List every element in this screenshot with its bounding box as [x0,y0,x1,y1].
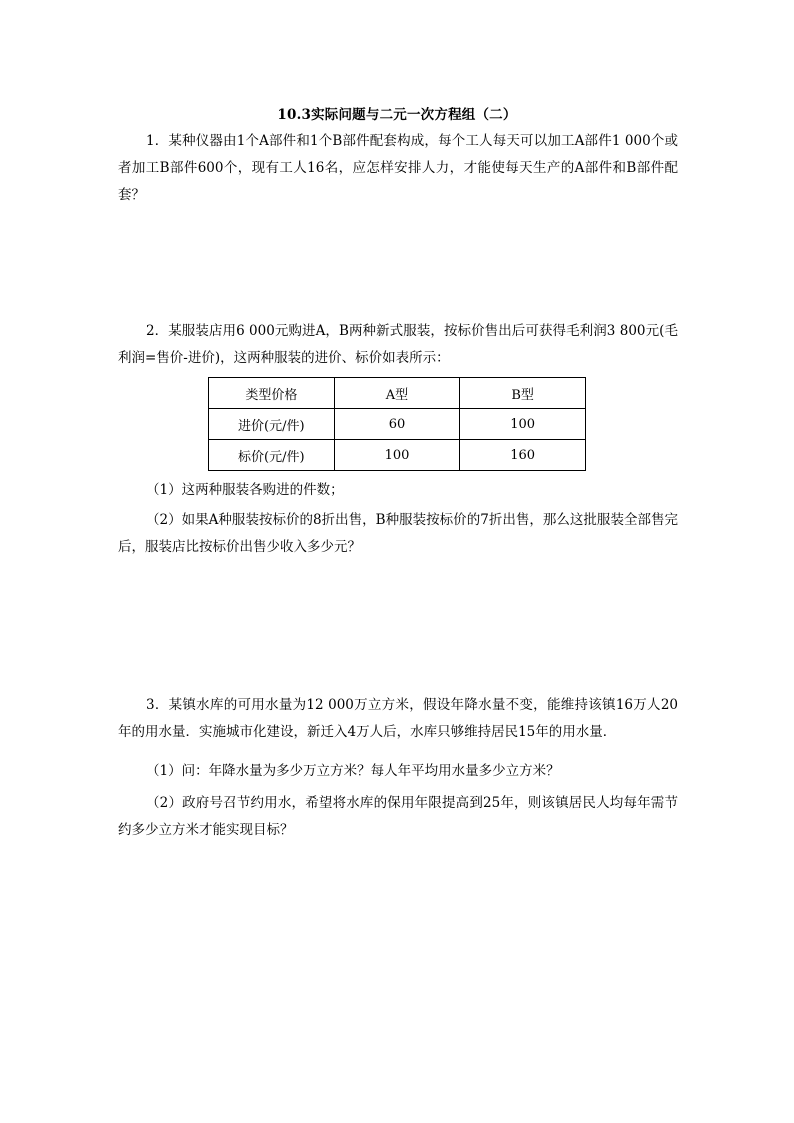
table-header-cell: 类型价格 [209,378,335,409]
question-3: 3．某镇水库的可用水量为12 000万立方米，假设年降水量不变，能维持该镇16万人20年的用水量．实施城市化建设，新迁入4万人后，水库只够维持居民15年的用水量． [118,697,678,740]
question-3-part-2: （2）政府号召节约用水，希望将水库的保用年限提高到25年，则该镇居民人均每年需节约多少立方米才能实现目标？ [118,795,678,838]
page-title: 10.3实际问题与二元一次方程组（二） [277,107,517,123]
table-row [209,409,586,440]
table-cell: 60 [334,409,460,440]
table-header-cell: A型 [334,378,460,409]
table-cell: 进价(元/件) [209,409,335,440]
table-cell: 100 [334,440,460,471]
table-header-row [209,378,586,409]
question-2: 2．某服装店用6 000元购进A，B两种新式服装，按标价售出后可获得毛利润3 800元(毛利润=售价-进价)，这两种服装的进价、标价如表所示： [118,323,678,366]
table-row [209,440,586,471]
table-header-cell: B型 [460,378,586,409]
question-2-part-2: （2）如果A种服装按标价的8折出售，B种服装按标价的7折出售，那么这批服装全部售完后，服装店比按标价出售少收入多少元？ [118,512,678,555]
table-cell: 100 [460,409,586,440]
table-cell: 标价(元/件) [209,440,335,471]
table-cell: 160 [460,440,586,471]
question-1: 1．某种仪器由1个A部件和1个B部件配套构成，每个工人每天可以加工A部件1 000个或者加工B部件600个，现有工人16名，应怎样安排人力，才能使每天生产的A部件和B部件配套？ [118,133,678,203]
question-3-part-1: （1）问：年降水量为多少万立方米？每人年平均用水量多少立方米？ [146,763,560,779]
question-2-part-1: （1）这两种服装各购进的件数； [146,482,344,498]
price-table [208,377,586,471]
